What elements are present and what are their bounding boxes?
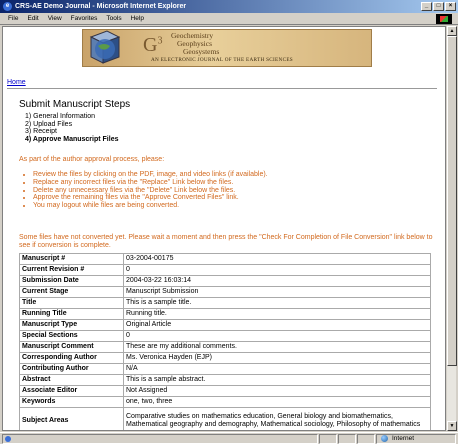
- scroll-down-icon[interactable]: ▼: [447, 421, 457, 431]
- status-segment: [338, 434, 356, 444]
- step-upload-files: 2) Upload Files: [25, 120, 73, 128]
- table-row: Contributing Author N/A: [20, 364, 431, 375]
- menu-tools[interactable]: Tools: [106, 15, 122, 22]
- menu-edit[interactable]: Edit: [27, 15, 39, 22]
- step-general-information: 1) General Information: [25, 113, 96, 120]
- table-row: Associate Editor Not Assigned: [20, 386, 431, 397]
- menu-file[interactable]: File: [8, 15, 19, 22]
- table-row: Manuscript # 03-2004-00175: [20, 254, 431, 265]
- status-text: [2, 434, 318, 444]
- journal-name: Geochemistry Geophysics Geosystems: [171, 31, 220, 56]
- page-title: Submit Manuscript Steps: [19, 99, 131, 110]
- browser-viewport: [2, 26, 446, 431]
- table-row: Submission Date 2004-03-22 16:03:14: [20, 276, 431, 287]
- close-button[interactable]: ×: [445, 2, 456, 11]
- windows-logo-icon: [436, 14, 452, 24]
- menu-help[interactable]: Help: [130, 15, 144, 22]
- table-row: Current Stage Manuscript Submission: [20, 287, 431, 298]
- status-bar: [0, 432, 458, 444]
- journal-banner: [82, 29, 372, 67]
- table-row: Running Title Running title.: [20, 309, 431, 320]
- window-controls: [421, 2, 456, 11]
- instruction-item: • Review the files by clicking on the PDF, image, and video links (if available).: [33, 171, 268, 179]
- menu-view[interactable]: View: [47, 15, 62, 22]
- table-row: Subject Areas Comparative studies on mathematics education, General biology and biomathematics, Mathematical geography and demography, Mathematical sociology, Philosophy of mathematics: [20, 408, 431, 432]
- table-row: Abstract This is a sample abstract.: [20, 375, 431, 386]
- menu-favorites[interactable]: Favorites: [70, 15, 98, 22]
- table-row: Keywords one, two, three: [20, 397, 431, 408]
- manuscript-details-table: [19, 253, 431, 431]
- window-titlebar: [0, 0, 458, 13]
- internet-globe-icon: [381, 435, 388, 442]
- home-link[interactable]: Home: [7, 79, 26, 86]
- status-segment: [319, 434, 337, 444]
- ie-logo-icon: e: [3, 2, 12, 11]
- zone-label: Internet: [392, 435, 415, 442]
- table-row: Title This is a sample title.: [20, 298, 431, 309]
- journal-subtitle: AN ELECTRONIC JOURNAL OF THE EARTH SCIENCES: [151, 57, 293, 63]
- instruction-item: • Delete any unnecessary files via the "Delete" Link below the files.: [33, 187, 268, 195]
- g3-mark: $G^3$: [143, 34, 163, 56]
- table-row: Current Revision # 0: [20, 265, 431, 276]
- approval-intro: As part of the author approval process, please:: [19, 156, 165, 163]
- table-row: Manuscript Comment These are my additional comments.: [20, 342, 431, 353]
- instruction-item: • Approve the remaining files via the "Approve Converted Files" link.: [33, 194, 268, 202]
- divider: [7, 88, 437, 89]
- conversion-notice: Some files have not converted yet. Please wait a moment and then press the "Check For Completion of File Conversion" link below to see if conversion is complete.: [19, 234, 433, 249]
- approval-instructions: [33, 171, 268, 210]
- step-receipt: 3) Receipt: [25, 128, 57, 136]
- table-row: Corresponding Author Ms. Veronica Hayden (EJP): [20, 353, 431, 364]
- instruction-item: • You may logout while files are being converted.: [33, 202, 268, 210]
- scroll-up-icon[interactable]: ▲: [447, 26, 457, 36]
- step-approve-files: 4) Approve Manuscript Files: [25, 135, 119, 143]
- table-row: Special Sections 0: [20, 331, 431, 342]
- steps-list: [25, 113, 118, 143]
- maximize-button[interactable]: □: [433, 2, 444, 11]
- minimize-button[interactable]: _: [421, 2, 432, 11]
- scrollbar-thumb[interactable]: [447, 36, 457, 366]
- security-zone: [376, 434, 456, 444]
- globe-cube-icon: [87, 29, 121, 65]
- instruction-item: • Replace any incorrect files via the "Replace" Link below the files.: [33, 179, 268, 187]
- menu-bar: [0, 13, 458, 25]
- page-done-icon: [5, 436, 11, 442]
- status-segment: [357, 434, 375, 444]
- vertical-scrollbar[interactable]: [446, 26, 456, 431]
- table-row: Manuscript Type Original Article: [20, 320, 431, 331]
- window-title: CRS-AE Demo Journal - Microsoft Internet Explorer: [15, 3, 187, 10]
